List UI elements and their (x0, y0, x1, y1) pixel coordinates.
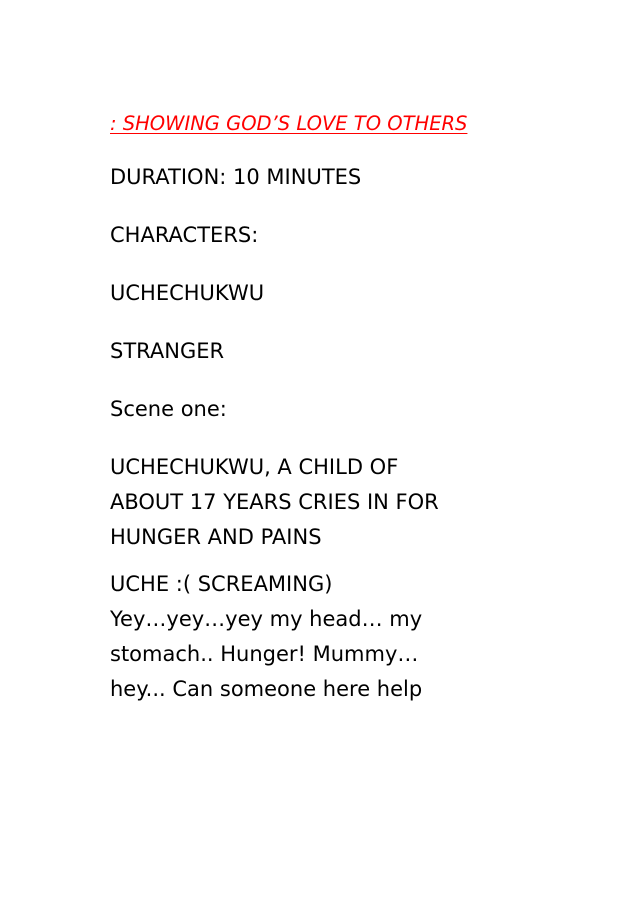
dialogue-line: UCHE :( SCREAMING) (110, 572, 333, 596)
scene-description-line: HUNGER AND PAINS (110, 525, 322, 549)
scene-description-line: UCHECHUKWU, A CHILD OF (110, 455, 399, 479)
dialogue-line: hey... Can someone here help (110, 677, 423, 701)
duration-line: DURATION: 10 MINUTES (110, 165, 362, 189)
character-stranger: STRANGER (110, 339, 225, 363)
dialogue-line: Yey…yey…yey my head… my (110, 607, 423, 631)
dialogue-block (110, 567, 610, 707)
scene-heading: Scene one: (110, 397, 227, 421)
dialogue-line: stomach.. Hunger! Mummy… (110, 642, 419, 666)
play-title: : SHOWING GOD’S LOVE TO OTHERS (110, 112, 468, 135)
character-uchechukwu: UCHECHUKWU (110, 281, 265, 305)
scene-description (110, 450, 610, 555)
characters-heading: CHARACTERS: (110, 223, 259, 247)
scene-description-line: ABOUT 17 YEARS CRIES IN FOR (110, 490, 439, 514)
document-content (110, 108, 610, 707)
